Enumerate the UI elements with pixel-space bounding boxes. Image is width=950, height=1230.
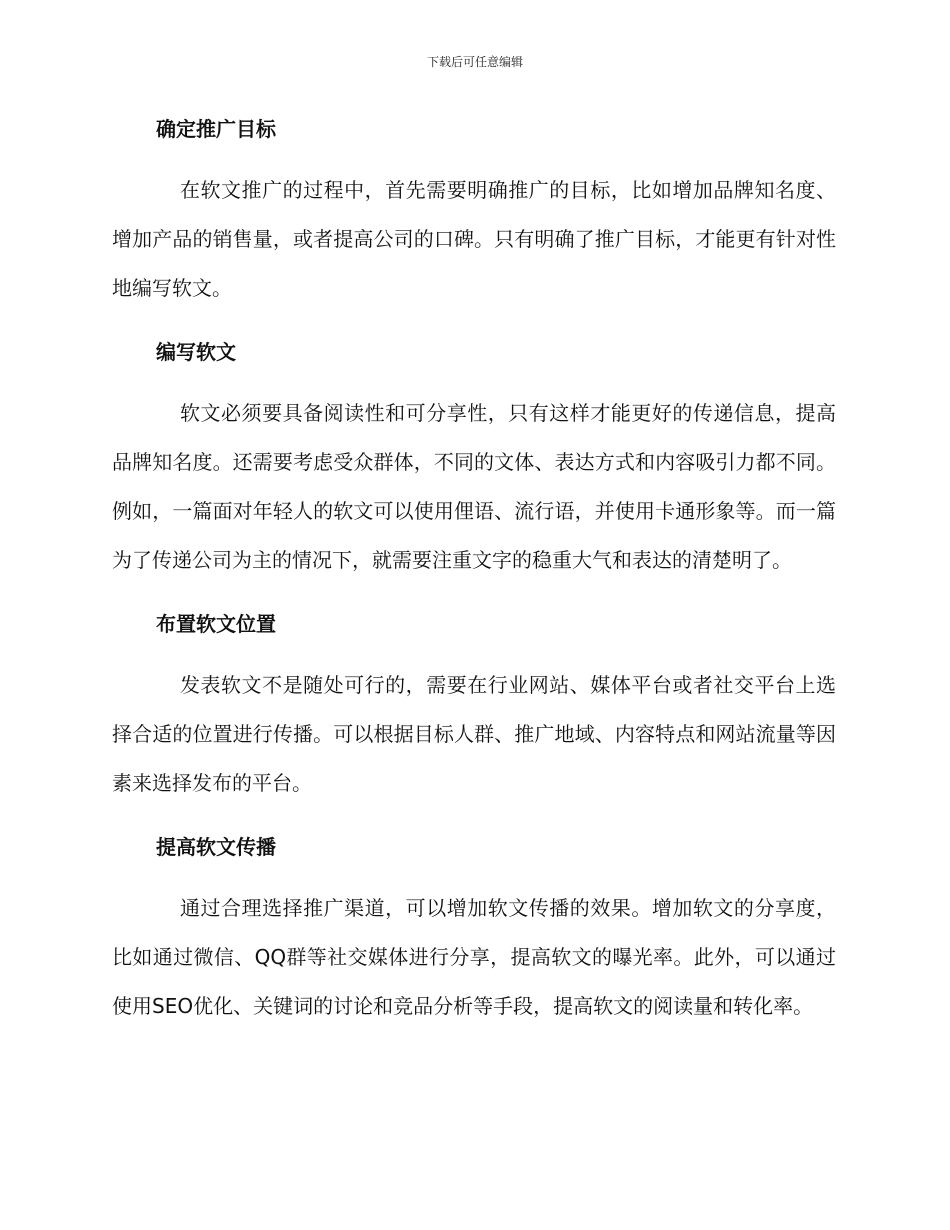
section-heading: 编写软文 — [156, 340, 236, 364]
section-propagation — [112, 830, 836, 1031]
section-paragraph: 在软文推广的过程中，首先需要明确推广的目标，比如增加品牌知名度、增加产品的销售量，或者提高公司的口碑。只有明确了推广目标，才能更有针对性地编写软文。 — [112, 178, 836, 300]
section-placement — [112, 607, 836, 808]
section-paragraph: 软文必须要具备阅读性和可分享性，只有这样才能更好的传递信息，提高品牌知名度。还需要考虑受众群体，不同的文体、表达方式和内容吸引力都不同。例如，一篇面对年轻人的软文可以使用俚语、流行语，并使用卡通形象等。而一篇为了传递公司为主的情况下，就需要注重文字的稳重大气和表达的清楚明了。 — [112, 401, 836, 572]
section-promotion-goal — [112, 112, 836, 313]
section-heading: 提高软文传播 — [156, 835, 276, 859]
section-heading: 确定推广目标 — [156, 117, 276, 141]
page-header-note: 下载后可任意编辑 — [426, 55, 523, 69]
section-paragraph: 通过合理选择推广渠道，可以增加软文传播的效果。增加软文的分享度，比如通过微信、QQ群等社交媒体进行分享，提高软文的曝光率。此外，可以通过使用SEO优化、关键词的讨论和竞品分析等手段，提高软文的阅读量和转化率。 — [112, 896, 836, 1018]
section-paragraph: 发表软文不是随处可行的，需要在行业网站、媒体平台或者社交平台上选择合适的位置进行传播。可以根据目标人群、推广地域、内容特点和网站流量等因素来选择发布的平台。 — [112, 673, 836, 795]
section-writing — [112, 335, 836, 585]
section-heading: 布置软文位置 — [156, 612, 276, 636]
document-content — [112, 112, 836, 1053]
